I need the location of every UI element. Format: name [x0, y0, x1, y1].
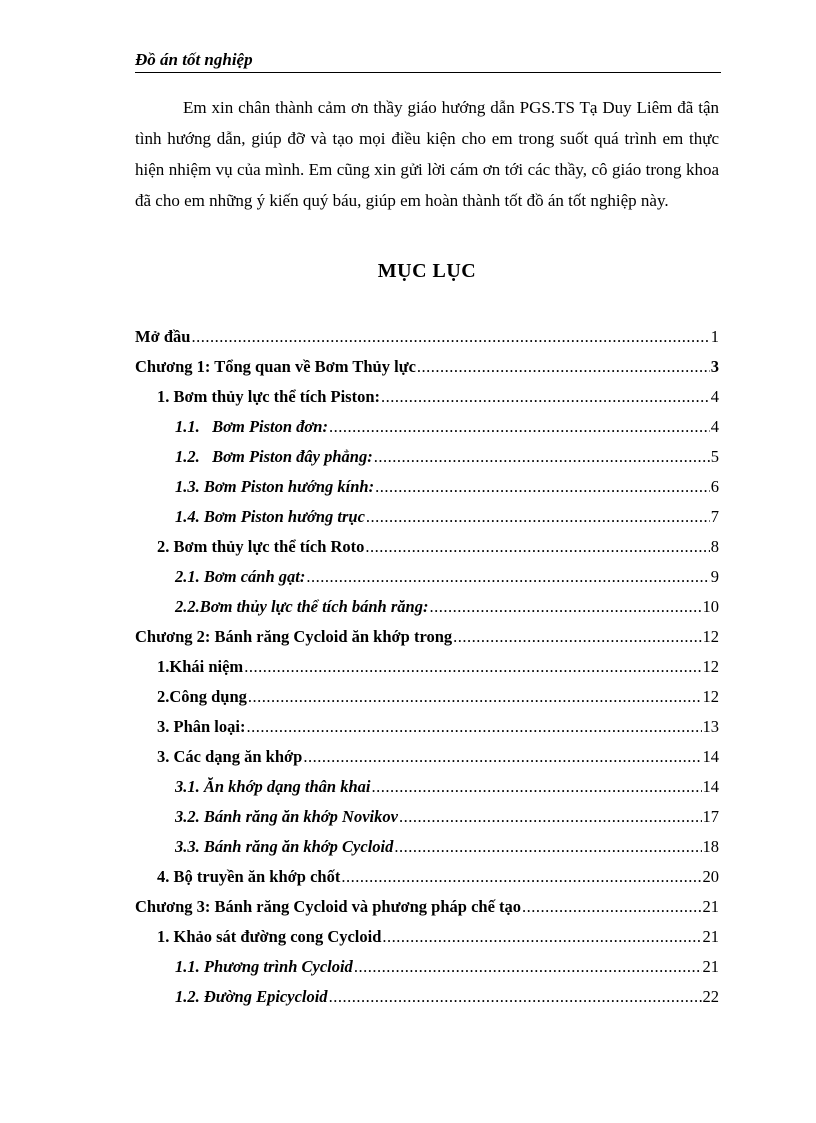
toc-entry-page: 21: [702, 927, 719, 946]
toc-entry-page: 6: [710, 477, 719, 496]
toc-entry-page: 1: [710, 327, 719, 346]
toc-leader-dots: [371, 772, 701, 802]
toc-entry[interactable]: [135, 682, 719, 712]
toc-entry-page: 9: [710, 567, 719, 586]
toc-entry-label: 1.2. Bơm Piston đây phẳng:: [175, 447, 373, 466]
toc-entry-page: 12: [702, 657, 719, 676]
toc-entry-label: Chương 2: Bánh răng Cycloid ăn khớp trong: [135, 627, 453, 646]
toc-entry-label: 3. Phân loại:: [157, 717, 246, 736]
toc-entry-label: Chương 3: Bánh răng Cycloid và phương pháp chế tạo: [135, 897, 522, 916]
toc-entry[interactable]: [135, 532, 719, 562]
toc-entry-page: 20: [702, 867, 719, 886]
table-of-contents: [135, 322, 719, 1012]
toc-leader-dots: [341, 862, 701, 892]
toc-leader-dots: [244, 652, 701, 682]
toc-leader-dots: [394, 832, 701, 862]
toc-entry-page: 7: [710, 507, 719, 526]
toc-entry-label: 4. Bộ truyền ăn khớp chốt: [157, 867, 341, 886]
toc-entry-label: 2. Bơm thủy lực thể tích Roto: [157, 537, 365, 556]
toc-entry-page: 10: [702, 597, 719, 616]
toc-leader-dots: [191, 322, 709, 352]
toc-entry[interactable]: [135, 802, 719, 832]
header-title: Đồ án tốt nghiệp: [135, 50, 253, 69]
toc-entry-label: 3. Các dạng ăn khớp: [157, 747, 303, 766]
toc-entry-label: 2.1. Bơm cánh gạt:: [175, 567, 306, 586]
toc-entry-label: 2.Công dụng: [157, 687, 247, 706]
toc-entry-page: 3: [710, 357, 719, 376]
toc-entry[interactable]: [135, 892, 719, 922]
toc-leader-dots: [365, 532, 709, 562]
toc-entry-label: Chương 1: Tổng quan về Bơm Thủy lực: [135, 357, 416, 376]
page-header: [135, 50, 721, 73]
toc-entry-label: 1.Khái niệm: [157, 657, 244, 676]
toc-entry[interactable]: [135, 772, 719, 802]
toc-leader-dots: [399, 802, 702, 832]
toc-entry-page: 14: [702, 777, 719, 796]
toc-leader-dots: [429, 592, 701, 622]
toc-entry-label: 2.2.Bơm thủy lực thể tích bánh răng:: [175, 597, 429, 616]
toc-entry[interactable]: [135, 742, 719, 772]
toc-entry-label: 3.2. Bánh răng ăn khớp Novikov: [175, 807, 398, 826]
toc-entry-page: 18: [702, 837, 719, 856]
toc-entry[interactable]: [135, 502, 719, 532]
toc-entry[interactable]: [135, 622, 719, 652]
toc-entry-page: 22: [702, 987, 719, 1006]
toc-title: MỤC LỤC: [377, 260, 477, 282]
toc-leader-dots: [306, 562, 709, 592]
toc-entry[interactable]: [135, 472, 719, 502]
toc-entry[interactable]: [135, 442, 719, 472]
toc-entry-page: 4: [710, 417, 719, 436]
toc-entry[interactable]: [135, 982, 719, 1012]
toc-entry-page: 13: [702, 717, 719, 736]
toc-entry-page: 21: [702, 897, 719, 916]
toc-entry-page: 12: [702, 627, 719, 646]
toc-entry-label: 3.3. Bánh răng ăn khớp Cycloid: [175, 837, 394, 856]
toc-leader-dots: [382, 922, 701, 952]
toc-entry[interactable]: [135, 562, 719, 592]
toc-entry-label: 1. Bơm thủy lực thể tích Piston:: [157, 387, 380, 406]
toc-leader-dots: [522, 892, 701, 922]
toc-entry-label: Mở đầu: [135, 327, 191, 346]
toc-entry-label: 3.1. Ăn khớp dạng thân khai: [175, 777, 371, 796]
toc-entry[interactable]: [135, 322, 719, 352]
acknowledgement-paragraph: [135, 92, 719, 216]
toc-entry[interactable]: [135, 952, 719, 982]
toc-entry[interactable]: [135, 922, 719, 952]
toc-leader-dots: [381, 382, 710, 412]
toc-entry-label: 1. Khảo sát đường cong Cycloid: [157, 927, 382, 946]
toc-entry-page: 14: [702, 747, 719, 766]
toc-entry[interactable]: [135, 862, 719, 892]
toc-entry-label: 1.2. Đường Epicycloid: [175, 987, 328, 1006]
toc-entry-page: 4: [710, 387, 719, 406]
toc-entry[interactable]: [135, 712, 719, 742]
toc-entry-page: 8: [710, 537, 719, 556]
toc-entry[interactable]: [135, 352, 719, 382]
toc-entry-page: 17: [702, 807, 719, 826]
toc-entry-label: 1.4. Bơm Piston hướng trục: [175, 507, 365, 526]
toc-entry-label: 1.3. Bơm Piston hướng kính:: [175, 477, 375, 496]
toc-entry-page: 5: [710, 447, 719, 466]
toc-leader-dots: [246, 712, 701, 742]
toc-entry-page: 21: [702, 957, 719, 976]
toc-leader-dots: [329, 412, 710, 442]
toc-entry[interactable]: [135, 592, 719, 622]
toc-leader-dots: [354, 952, 702, 982]
toc-leader-dots: [329, 982, 702, 1012]
toc-entry-page: 12: [702, 687, 719, 706]
acknowledgement-text: Em xin chân thành cảm ơn thầy giáo hướng dẫn PGS.TS Tạ Duy Liêm đã tận tình hướng dẫn, giúp đỡ và tạo mọi điều kiện cho em trong suốt quá trình em thực hiện nhiệm vụ của mình. Em cũng xin gửi lời cám ơn tới các thầy, cô giáo trong khoa đã cho em những ý kiến quý báu, giúp em hoàn thành tốt đồ án tốt nghiệp này.: [135, 98, 719, 210]
toc-entry[interactable]: [135, 832, 719, 862]
toc-entry-label: 1.1. Phương trình Cycloid: [175, 957, 353, 976]
toc-entry-label: 1.1. Bơm Piston đơn:: [175, 417, 328, 436]
toc-leader-dots: [303, 742, 701, 772]
toc-leader-dots: [375, 472, 710, 502]
toc-leader-dots: [374, 442, 710, 472]
toc-leader-dots: [453, 622, 701, 652]
toc-leader-dots: [417, 352, 710, 382]
toc-entry[interactable]: [135, 412, 719, 442]
toc-leader-dots: [366, 502, 710, 532]
toc-entry[interactable]: [135, 652, 719, 682]
toc-entry[interactable]: [135, 382, 719, 412]
toc-leader-dots: [248, 682, 702, 712]
